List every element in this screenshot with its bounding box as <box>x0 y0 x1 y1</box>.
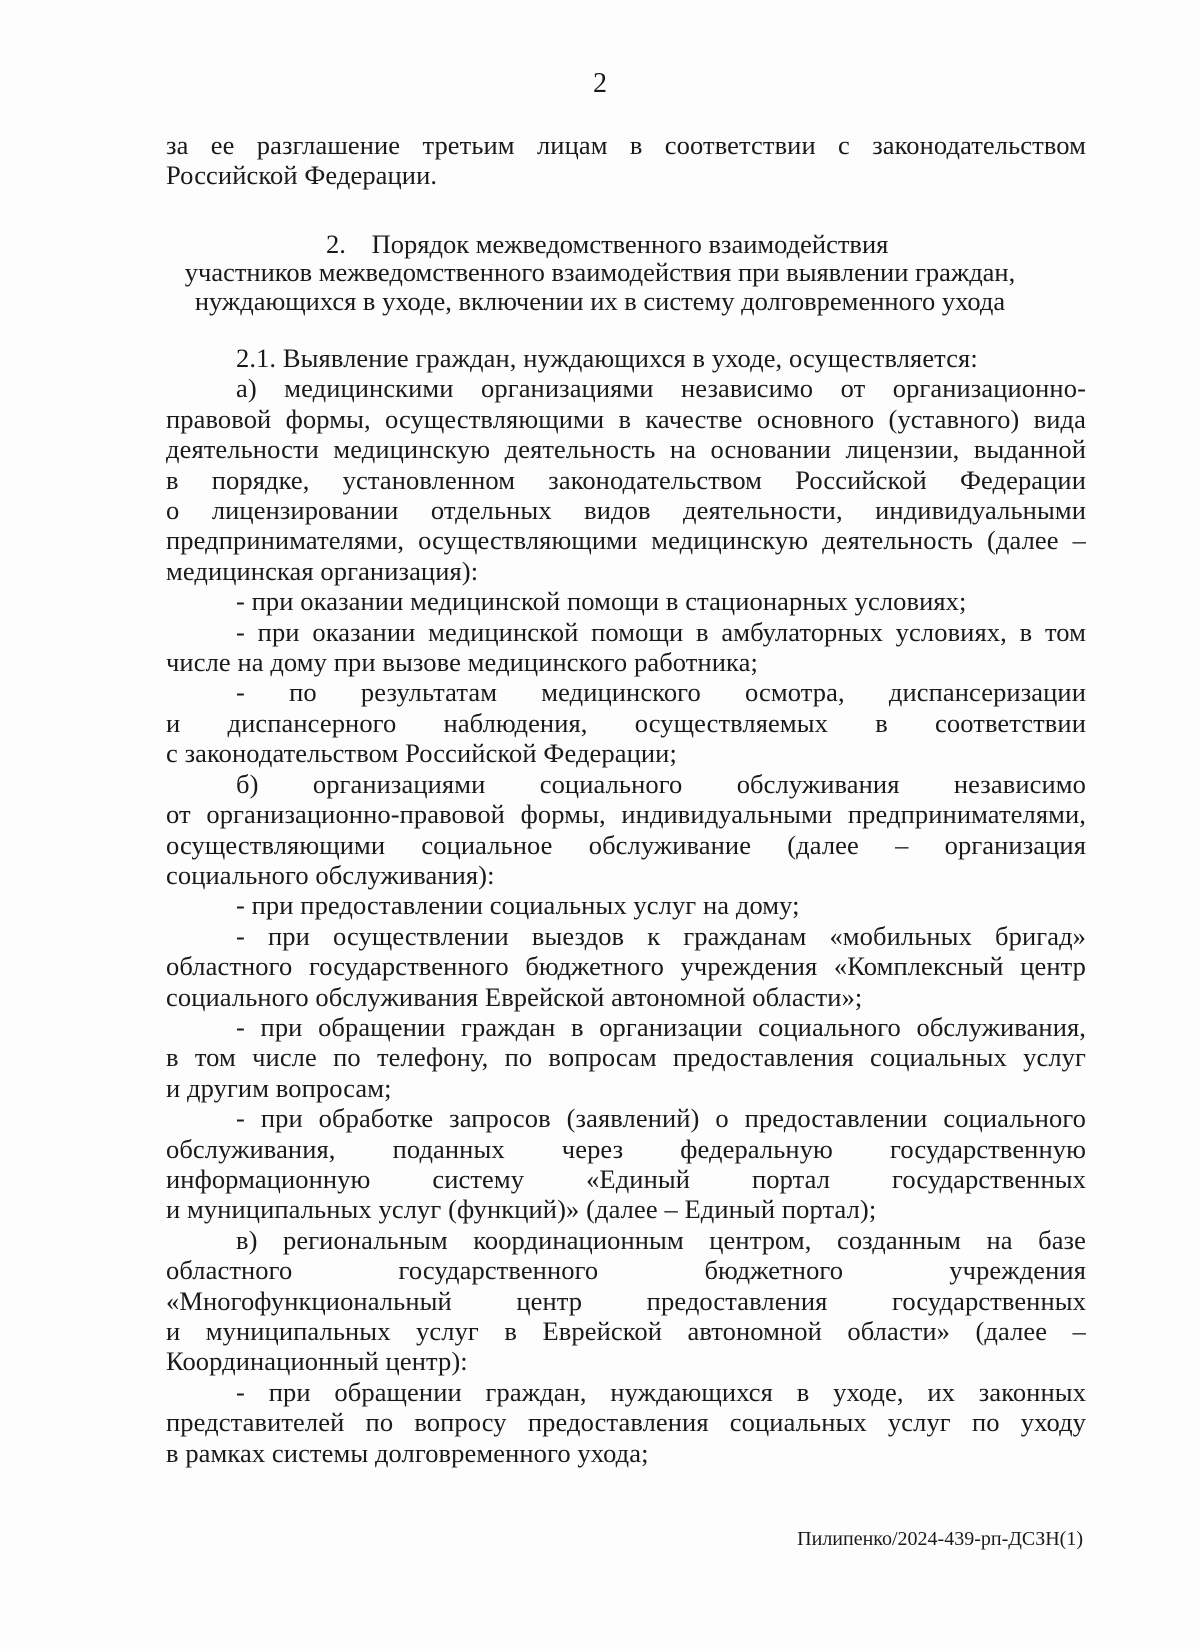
text-line: правовой формы, осуществляющими в качестве основного (уставного) вида <box>166 403 1086 434</box>
text-line: и диспансерного наблюдения, осуществляемых в соответствии <box>166 707 1086 738</box>
page-number: 2 <box>593 68 607 99</box>
text-line: в порядке, установленном законодательством Российской Федерации <box>166 464 1086 495</box>
text-line: и другим вопросам; <box>166 1072 392 1103</box>
text-line: от организационно-правовой формы, индивидуальными предпринимателями, <box>166 799 1086 830</box>
text-line: - при оказании медицинской помощи в стационарных условиях; <box>236 586 967 617</box>
text-line: - при оказании медицинской помощи в амбулаторных условиях, в том <box>236 616 1086 647</box>
text-line: с законодательством Российской Федерации; <box>166 738 677 769</box>
intro-line: за ее разглашение третьим лицам в соответствии с законодательством <box>166 130 1086 160</box>
text-line: обслуживания, поданных через федеральную государственную <box>166 1133 1086 1164</box>
text-line: а) медицинскими организациями независимо от организационно- <box>236 373 1086 404</box>
section-number: 2. <box>326 229 346 259</box>
text-line: социального обслуживания): <box>166 859 495 890</box>
text-line: медицинская организация): <box>166 555 479 586</box>
text-line: 2.1. Выявление граждан, нуждающихся в уходе, осуществляется: <box>236 343 978 373</box>
document-reference: Пилипенко/2024-439-рп-ДСЗН(1) <box>797 1528 1083 1550</box>
section-body <box>166 343 1086 1468</box>
text-line: Координационный центр): <box>166 1346 468 1377</box>
text-line: в том числе по телефону, по вопросам предоставления социальных услуг <box>166 1042 1086 1073</box>
text-line: б) организациями социального обслуживания независимо <box>236 768 1086 799</box>
intro-paragraph <box>166 130 1086 191</box>
section-title-line: нуждающихся в уходе, включении их в систему долговременного ухода <box>194 286 1006 316</box>
text-line: - по результатам медицинского осмотра, диспансеризации <box>236 677 1086 708</box>
text-line: социального обслуживания Еврейской автономной области»; <box>166 981 863 1012</box>
text-line: - при обработке запросов (заявлений) о предоставлении социального <box>236 1103 1086 1134</box>
text-line: представителей по вопросу предоставления социальных услуг по уходу <box>166 1407 1086 1438</box>
text-line: осуществляющими социальное обслуживание (далее – организация <box>166 829 1086 860</box>
text-line: числе на дому при вызове медицинского работника; <box>166 647 758 678</box>
text-line: областного государственного бюджетного учреждения <box>166 1255 1086 1286</box>
text-line: - при осуществлении выездов к гражданам «мобильных бригад» <box>236 920 1086 951</box>
text-line: информационную систему «Единый портал государственных <box>166 1163 1086 1194</box>
text-line: областного государственного бюджетного учреждения «Комплексный центр <box>166 951 1086 982</box>
intro-line: Российской Федерации. <box>166 160 438 191</box>
text-line: и муниципальных услуг (функций)» (далее – Единый портал); <box>166 1194 877 1225</box>
text-line: о лицензировании отдельных видов деятельности, индивидуальными <box>166 495 1086 526</box>
section-title-line: Порядок межведомственного взаимодействия <box>371 229 889 259</box>
text-line: - при обращении граждан в организации социального обслуживания, <box>236 1011 1086 1042</box>
section-title-line: участников межведомственного взаимодействия при выявлении граждан, <box>184 257 1016 287</box>
text-line: предпринимателями, осуществляющими медицинскую деятельность (далее – <box>166 525 1086 556</box>
text-line: и муниципальных услуг в Еврейской автономной области» (далее – <box>166 1316 1086 1346</box>
text-line: в) региональным координационным центром, созданным на базе <box>236 1224 1086 1255</box>
text-line: - при предоставлении социальных услуг на дому; <box>236 890 800 921</box>
text-line: деятельности медицинскую деятельность на основании лицензии, выданной <box>166 434 1086 465</box>
text-line: «Многофункциональный центр предоставления государственных <box>166 1285 1086 1316</box>
text-line: в рамках системы долговременного ухода; <box>166 1437 649 1468</box>
text-line: - при обращении граждан, нуждающихся в уходе, их законных <box>236 1376 1086 1407</box>
